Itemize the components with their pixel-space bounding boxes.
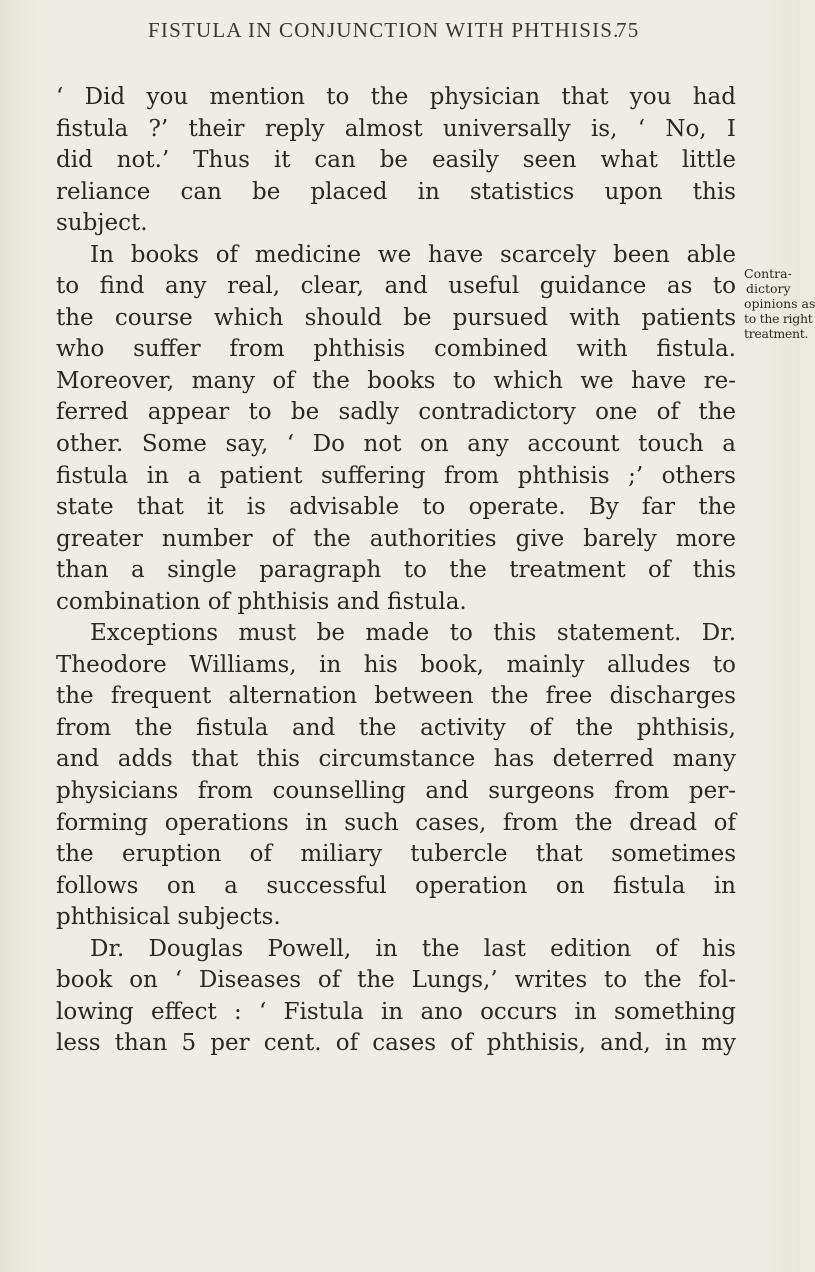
text-line: ‘ Did you mention to the physician that you had — [56, 84, 736, 110]
text-line: from the fistula and the activity of the phthisis, — [56, 714, 736, 741]
text-line: the eruption of miliary tubercle that sometimes — [56, 841, 736, 868]
text-line: reliance can be placed in statistics upon this — [56, 178, 736, 205]
body-text — [56, 82, 736, 1060]
text-line: fistula in a patient suffering from phthisis ;’ others — [56, 462, 736, 489]
text-line: book on ‘ Diseases of the Lungs,’ writes to the fol- — [56, 967, 736, 994]
sidenote-line: Contra- — [744, 266, 792, 281]
text-line: fistula ?’ their reply almost universally is, ‘ No, I — [56, 115, 736, 142]
text-line: subject. — [56, 210, 148, 237]
text-line: who suffer from phthisis combined with fistula. — [56, 336, 736, 363]
text-line: than a single paragraph to the treatment of this — [56, 557, 736, 584]
text-line: to find any real, clear, and useful guidance as to — [56, 273, 736, 300]
text-line: the frequent alternation between the free discharges — [56, 683, 736, 710]
text-line: the course which should be pursued with patients — [56, 304, 736, 331]
text-line: state that it is advisable to operate. By far the — [56, 494, 736, 521]
text-line: In books of medicine we have scarcely been able — [90, 241, 736, 268]
text-line: Exceptions must be made to this statement. Dr. — [90, 620, 736, 647]
text-line: greater number of the authorities give barely more — [56, 525, 736, 552]
text-line: follows on a successful operation on fistula in — [56, 872, 736, 899]
text-line: Theodore Williams, in his book, mainly alludes to — [56, 651, 736, 678]
page-number: 75 — [616, 18, 640, 42]
text-line: Dr. Douglas Powell, in the last edition of his — [90, 935, 736, 962]
text-line: did not.’ Thus it can be easily seen what little — [56, 147, 736, 174]
text-line: less than 5 per cent. of cases of phthisis, and, in my — [56, 1030, 736, 1057]
text-line: phthisical subjects. — [56, 904, 281, 931]
text-line: other. Some say, ‘ Do not on any account touch a — [56, 431, 736, 458]
sidenote-line: treatment. — [744, 326, 809, 341]
margin-sidenote — [744, 266, 815, 341]
text-line: lowing effect : ‘ Fistula in ano occurs in something — [56, 998, 736, 1025]
text-line: physicians from counselling and surgeons from per- — [56, 778, 736, 805]
text-line: Moreover, many of the books to which we have re- — [56, 367, 736, 394]
text-line: forming operations in such cases, from the dread of — [56, 809, 736, 836]
text-line: ferred appear to be sadly contradictory one of the — [56, 399, 736, 426]
sidenote-line: to the right — [744, 311, 813, 326]
running-head-title: FISTULA IN CONJUNCTION WITH PHTHISIS. — [148, 18, 620, 42]
text-line: combination of phthisis and fistula. — [56, 588, 467, 615]
sidenote-line: opinions as — [744, 296, 815, 311]
sidenote-line: dictory — [746, 281, 791, 296]
text-line: and adds that this circumstance has deterred many — [56, 746, 736, 773]
